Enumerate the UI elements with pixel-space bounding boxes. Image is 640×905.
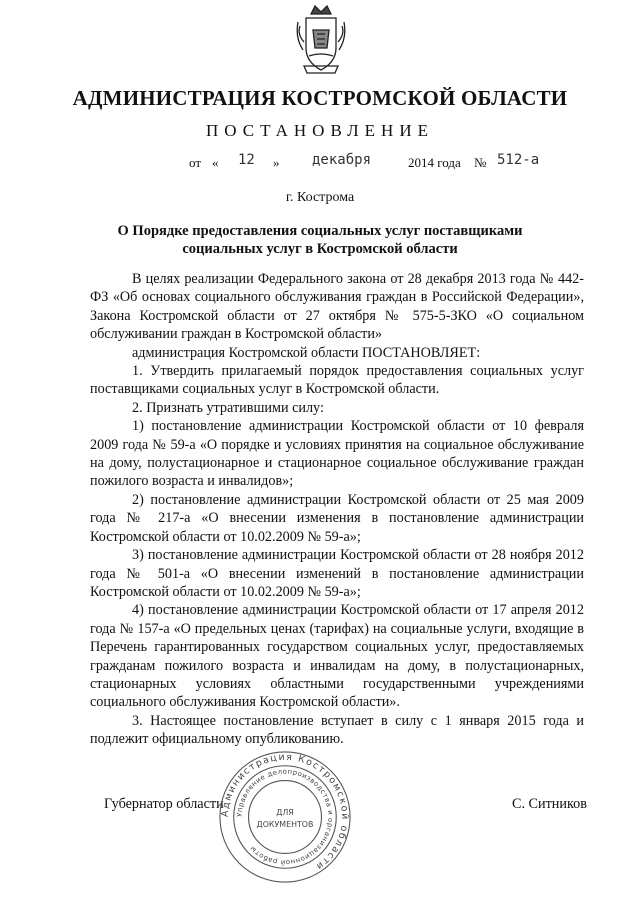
item-1-paragraph: 1. Утвердить прилагаемый порядок предоставления социальных услуг поставщиками социальных услуг в Костромской области. [90,363,584,398]
document-title [90,222,550,258]
document-body [90,270,584,749]
intro-paragraph: В целях реализации Федерального закона от 28 декабря 2013 года № 442-ФЗ «Об основах социального обслуживания граждан в Российской Федерации», Закона Костромской области от 27 октября № 575-5-ЗКО «О социальном обслуживании граждан в Костромской области» [90,271,584,343]
date-month: декабря [312,152,372,168]
number-sign: № [474,155,487,170]
stamp-inner-text: Управление делопроизводства и организационной работы [235,767,335,867]
title-line: О Порядке предоставления социальных услуг поставщиками [117,223,523,239]
subitem-1-paragraph: 1) постановление администрации Костромской области от 10 февраля 2009 года № 59-а «О порядке и условиях принятия на социальное обслуживание на дому, полустационарное и стационарное социальное обслуживание граждан пожилого возраста и инвалидов»; [90,418,584,490]
date-close-quote: » [273,155,280,170]
coat-of-arms-icon [295,4,347,76]
signature-title: Губернатор области [104,796,224,812]
item-3-paragraph: 3. Настоящее постановление вступает в силу с 1 января 2015 года и подлежит официальному опубликованию. [90,712,584,748]
city: г. Кострома [285,190,355,205]
subitem-4-paragraph: 4) постановление администрации Костромской области от 17 апреля 2012 года № 157-а «О предельных ценах (тарифах) на социальные услуги, входящие в Перечень гарантированных государством социальных услуг, предоставляемых гражданам пожилого возраста и инвалидам на дому, в полустационарных, стационарных условиях областными государственными учреждениями социального обслуживания Костромской области». [90,602,584,711]
stamp-center-line-1: ДЛЯ [276,808,294,818]
date-year: 2014 года [408,155,461,170]
signature-name: С. Ситников [512,796,587,812]
item-2-paragraph: 2. Признать утратившими силу: [132,399,324,416]
resolution-paragraph: администрация Костромской области ПОСТАНОВЛЯЕТ: [132,344,481,361]
subitem-3-paragraph: 3) постановление администрации Костромской области от 28 ноября 2012 года № 501-а «О внесении изменений в постановление администрации Костромской области от 10.02.2009 № 59-а»; [90,547,584,600]
organization-name: АДМИНИСТРАЦИЯ КОСТРОМСКОЙ ОБЛАСТИ [72,86,568,110]
date-open-quote: « [212,155,219,170]
date-from-label: от [189,155,202,170]
subitem-2-paragraph: 2) постановление администрации Костромской области от 25 мая 2009 года № 217-а «О внесении изменения в постановление администрации Костромской области от 10.02.2009 № 59-а»; [90,491,584,545]
official-stamp [216,748,354,886]
document-type: ПОСТАНОВЛЕНИЕ [205,121,434,140]
stamp-center-line-2: ДОКУМЕНТОВ [256,819,314,829]
document-number: 512-а [497,152,540,168]
date-day: 12 [238,152,255,168]
title-line: социальных услуг в Костромской области [182,241,458,257]
stamp-outer-text: Администрация Костромской области [219,751,351,873]
